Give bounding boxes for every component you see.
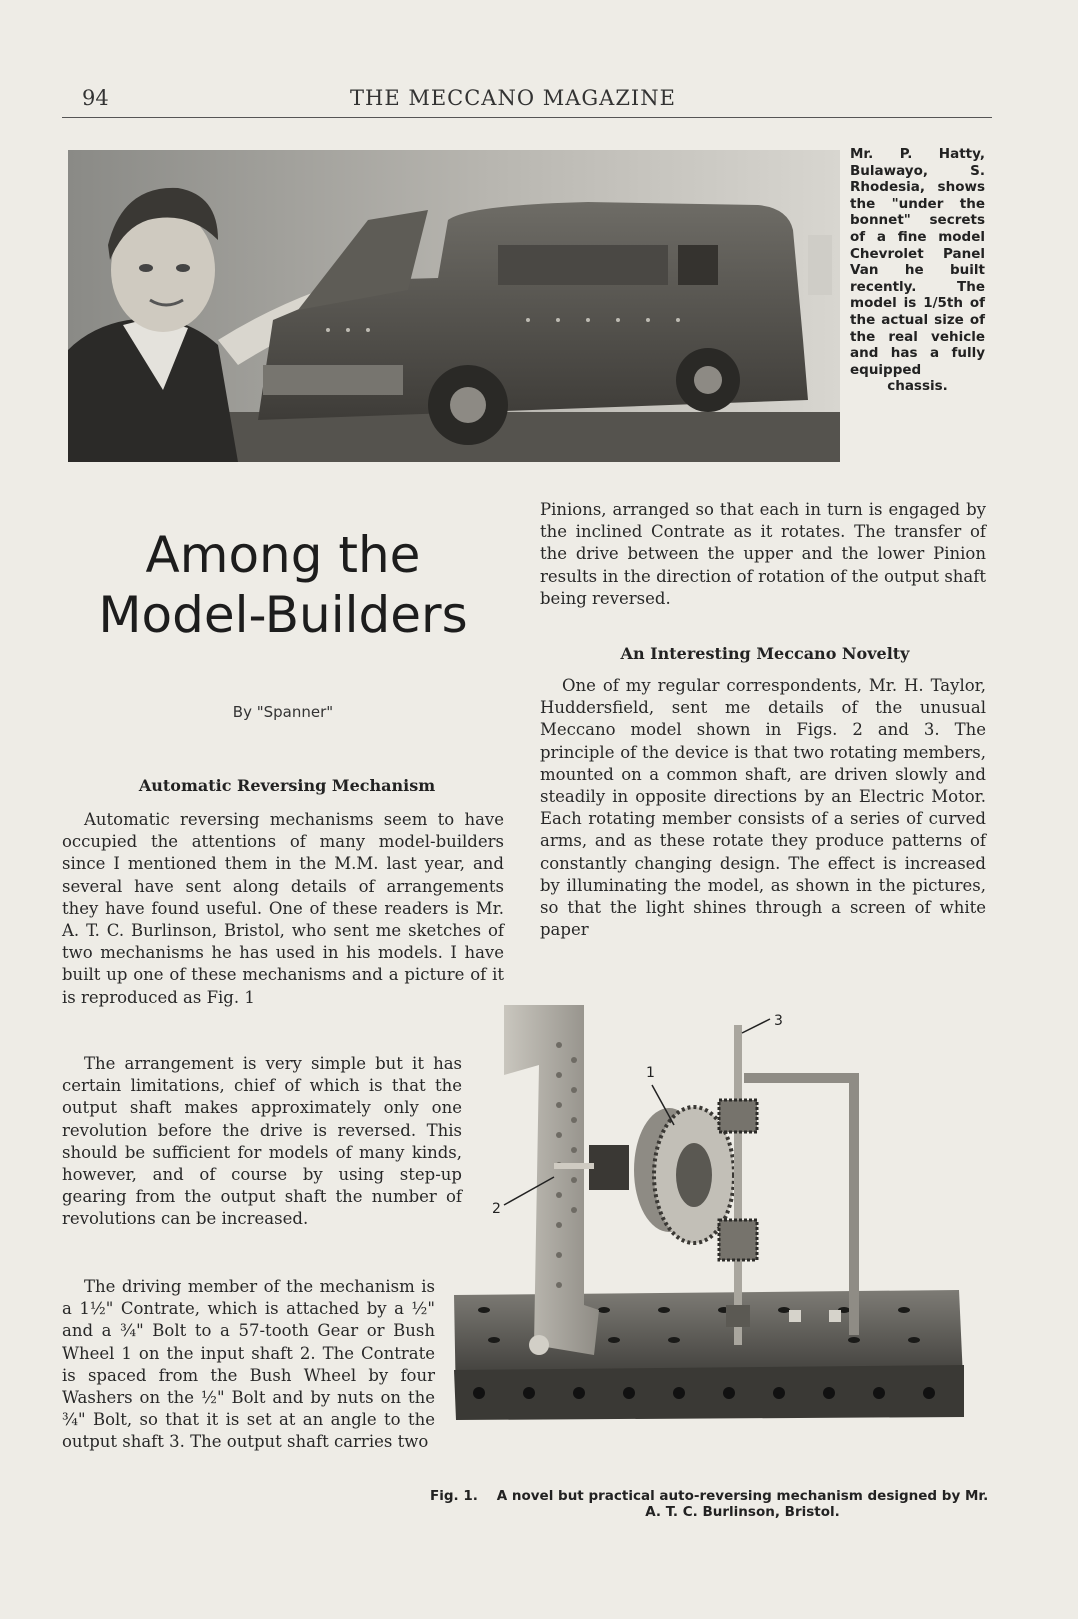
byline: By "Spanner" — [232, 703, 334, 721]
title-line-2: Model-Builders — [98, 586, 468, 644]
figure-label-1: 1 — [646, 1065, 655, 1081]
body-paragraph-3 — [62, 1276, 435, 1454]
paragraph-text: Automatic reversing mechanisms seem to have occupied the attentions of many model-builders since I mentioned them in the M.M. last year, and several have sent along details of arrangements they have found useful. One of these readers is Mr. A. T. C. Burlinson, Bristol, who sent me sketches of two mechanisms he has used in his models. I have built up one of these mechanisms and a picture of it is reproduced as Fig. 1 — [62, 810, 504, 1007]
paragraph-text: The driving member of the mechanism is a 1½" Contrate, which is attached by a ½" and a ¾" Bolt to a 57-tooth Gear or Bush Wheel 1 on the input shaft 2. The Contrate is spaced from the Bush Wheel by four Washers on the ½" Bolt and by nuts on the ¾" Bolt, so that it is set at an angle to the output shaft 3. The output shaft carries two — [62, 1277, 435, 1452]
page-number: 94 — [82, 86, 109, 110]
paragraph-text: Pinions, arranged so that each in turn is engaged by the inclined Contrate as it rotates. The transfer of the drive between the upper and the lower Pinion results in the direction of rotation of the output shaft being reversed. — [540, 500, 986, 608]
body-paragraph-novelty — [540, 675, 986, 941]
header-rule — [62, 117, 992, 118]
figure-label-2: 2 — [492, 1201, 501, 1217]
figure-caption-label: Fig. 1. — [430, 1488, 478, 1504]
section-heading-auto-reversing: Automatic Reversing Mechanism — [138, 776, 436, 795]
reversing-mechanism-figure — [434, 1005, 1002, 1470]
photo-caption: Mr. P. Hatty, Bulawayo, S. Rhodesia, shows the "under the bonnet" secrets of a fine model Chevrolet Panel Van he built recently. The model is 1/5th of the actual size of the real vehicle and has a fully equipped chassis. — [850, 146, 985, 395]
figure-label-3: 3 — [774, 1013, 783, 1029]
figure-caption — [430, 1488, 995, 1520]
paragraph-text: The arrangement is very simple but it has certain limitations, chief of which is that the output shaft makes approximately only one revolution before the drive is reversed. This should be sufficient for models of many kinds, however, and of course by using step-up gearing from the output shaft the number of revolutions can be increased. — [62, 1054, 462, 1229]
title-line-1: Among the — [145, 526, 421, 584]
body-paragraph-continued — [540, 499, 986, 610]
section-heading-novelty: An Interesting Meccano Novelty — [620, 644, 910, 663]
magazine-title: THE MECCANO MAGAZINE — [350, 86, 676, 110]
body-paragraph-1 — [62, 809, 504, 1009]
model-builder-photo — [68, 150, 840, 462]
article-title — [88, 525, 478, 645]
body-paragraph-2 — [62, 1053, 462, 1231]
paragraph-text: One of my regular correspondents, Mr. H. Taylor, Huddersfield, sent me details of the unusual Meccano model shown in Figs. 2 and 3. The principle of the device is that two rotating members, mounted on a common shaft, are driven slowly and steadily in opposite directions by an Electric Motor. Each rotating member consists of a series of curved arms, and as these rotate they produce patterns of constantly changing design. The effect is increased by illuminating the model, as shown in the pictures, so that the light shines through a screen of white paper — [540, 676, 986, 940]
figure-caption-text: A novel but practical auto-reversing mechanism designed by Mr. A. T. C. Burlinson, Bristol. — [496, 1488, 989, 1520]
